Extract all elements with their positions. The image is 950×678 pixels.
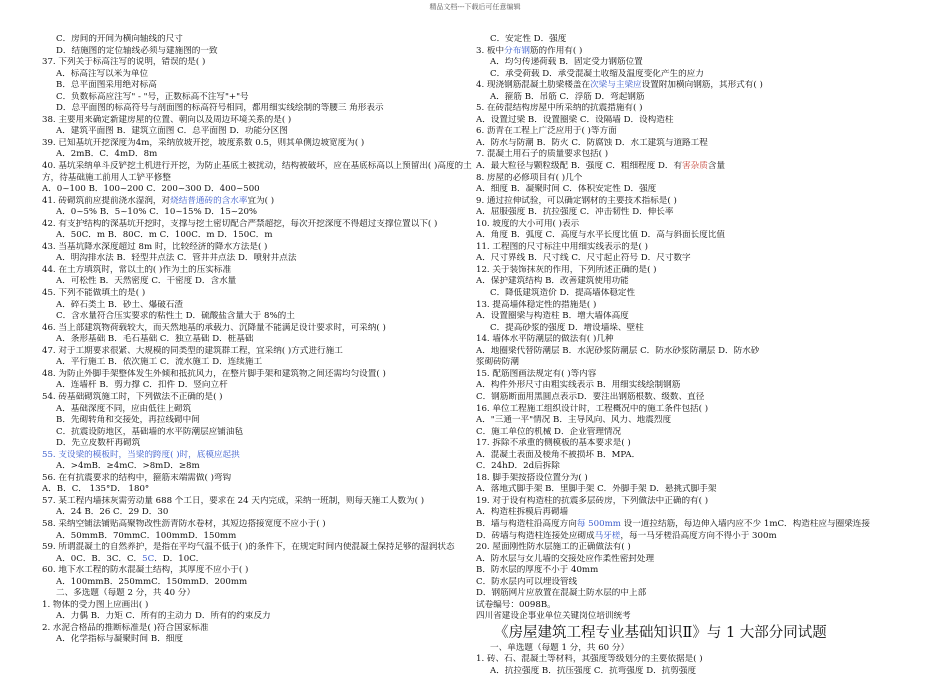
question-line: 58. 采纳空铺法铺贴高聚物改性沥青防水卷材，其短边搭接宽度不应小于( ): [42, 518, 326, 529]
question-line: 14. 墙体水平防潮层的做法有( )几种: [476, 334, 614, 345]
option-line: D．砖墙与构造柱连接处应砌成马牙槎，每一马牙槎沿高度方向不得小于 300m: [476, 530, 777, 541]
question-line: 9. 通过拉伸试验，可以确定钢材的主要技术指标是( ): [476, 195, 677, 206]
option-line: A．角度 B．弧度 C．高度与水平长度比值 D．高与斜面长度比值: [476, 230, 726, 241]
option-line: A．力偶 B．力矩 C．所有的主动力 D．所有的约束反力: [56, 611, 271, 622]
option-line: C．24hD．2d后拆除: [476, 461, 560, 472]
option-line: C．提高砂浆的强度 D．增设墙垛、壁柱: [490, 322, 644, 333]
option-line: C．钢筋断面用黑圆点表示D．要注出钢筋根数、级数、直径: [476, 391, 705, 402]
option-line: B．总平面图采用绝对标高: [56, 80, 157, 91]
section-heading: 一、单选题（每题 1 分，共 60 分）: [490, 642, 630, 653]
question-line: 41. 砖砌筑前应提前浇水湿润，对烧结普通砖的含水率宜为( ): [42, 195, 275, 206]
option-line: A．50C．m B．80C．m C．100C．m D．150C．m: [56, 230, 273, 241]
question-line: 19. 对于设有构造柱的抗震多层砖房，下列做法中正确的有( ): [476, 495, 709, 506]
question-line: 7. 混凝土用石子的质量要求包括( ): [476, 149, 609, 160]
option-line: A．标高注写以米为单位: [56, 68, 149, 79]
option-line: A．抗拉强度 B．抗压强度 C．抗弯强度 D．抗剪强度: [490, 665, 697, 676]
option-line: A．条形基础 B．毛石基础 C．独立基础 D．桩基础: [56, 334, 254, 345]
question-line: 2. 水泥合格品的推断标准是( )符合国家标准: [42, 622, 209, 633]
option-line: A．明沟排水法 B．轻型井点法 C．管井井点法 D．喷射井点法: [56, 253, 297, 264]
question-line: 45. 下列不能做填土的是( ): [42, 288, 146, 299]
question-line: 4. 现浇钢筋混凝土肋梁楼盖在次梁与主梁应设置附加横向钢筋，其形式有( ): [476, 80, 763, 91]
option-line: C．抗震设防地区，基础墙的水平防潮层应铺油毡: [56, 426, 244, 437]
option-line: A．0C．B．3C．C．5C．D．10C．: [56, 553, 205, 564]
option-line: A．连墙杆 B．剪力撑 C．扣件 D．竖向立杆: [56, 380, 228, 391]
question-line: 46. 当上部建筑物荷载较大，而天然地基的承载力、沉降量不能满足设计要求时，可采纳( ): [42, 322, 386, 333]
option-line: D．先立皮数杆再砌筑: [56, 438, 141, 449]
option-line: B．防水层的厚度不小于 40mm: [476, 565, 599, 576]
option-line: C．安定性 D．强度: [490, 34, 567, 44]
question-line: 1. 砖、石、混凝土等材料，其强度等级划分的主要依据是( ): [476, 654, 703, 665]
option-line: C．房间的开间为横向轴线的尺寸: [56, 34, 183, 44]
question-line: 56. 在有抗震要求的结构中，箍筋末端需做( )弯钩: [42, 472, 232, 483]
option-line: A．尺寸界线 B．尺寸线 C．尺寸起止符号 D．尺寸数字: [476, 253, 691, 264]
option-line: A．2mB．C．4mD．8m: [56, 149, 158, 160]
option-line: A．0~5% B．5~10% C．10~15% D．15~20%: [56, 207, 258, 218]
right-column: [476, 34, 916, 678]
question-line: 11. 工程图的尺寸标注中用细实线表示的是( ): [476, 241, 648, 252]
question-line: 10. 坡度的大小可用( )表示: [476, 218, 580, 229]
question-line: 59. 所谓混凝土的自然养护，是指在平均气温不低于( )的条件下，在规定时间内使混凝土保持足够的湿润状态: [42, 542, 455, 553]
exam-title: 《房屋建筑工程专业基础知识Ⅱ》与 1 大部分同试题: [494, 624, 827, 641]
question-line: 6. 沥青在工程上广泛应用于( )等方面: [476, 126, 617, 137]
question-line: 57. 某工程内墙抹灰需劳动量 688 个工日，要求在 24 天内完成，采纳一班制，则每天施工人数为( ): [42, 495, 425, 506]
question-line: 60. 地下水工程的防水混凝土结构，其厚度不应小于( ): [42, 565, 249, 576]
question-line: 39. 已知基坑开挖深度为4m，采纳放坡开挖，坡度系数 0.5，则其单侧边坡宽度为( ): [42, 137, 365, 148]
option-line: A．"三通一平"情况 B．主导风向、风力、地震烈度: [476, 415, 672, 426]
option-line: A．设置过梁 B．设置圈梁 C．设隔墙 D．设构造柱: [476, 114, 674, 125]
option-line: A．落地式脚手架 B．里脚手架 C．外脚手架 D．悬挑式脚手架: [476, 484, 717, 495]
question-line: 8. 房屋的必修项目有( )几个: [476, 172, 583, 183]
option-line: D．钢筋网片应放置在混凝土防水层的中上部: [476, 588, 647, 599]
question-line: 40. 基坑采纳单斗反铲挖土机进行开挖，为防止基底土被扰动，结构被破坏，应在基底标高以上预留出( )高度的土方，待基础施工前用人工铲平修整: [42, 161, 472, 183]
question-line: 13. 提高墙体稳定性的措施是( ): [476, 299, 597, 310]
option-line: A．化学指标与凝聚时间 B．细度: [56, 634, 183, 645]
question-line: 54. 砖基础砌筑施工时，下列做法不正确的是( ): [42, 391, 223, 402]
option-line: A．构造柱拆模后再砌墙: [476, 507, 569, 518]
option-line: C．防水层内可以埋设管线: [476, 576, 578, 587]
question-line: 5. 在砖混结构房屋中所采纳的抗震措施有( ): [476, 103, 643, 114]
page-header: 精品文档---下载后可任意编辑: [429, 3, 521, 11]
option-line: A．细度 B．凝聚时间 C．体积安定性 D．强度: [476, 184, 657, 195]
option-line: A．均匀传递荷载 B．固定受力钢筋位置: [490, 57, 643, 68]
question-line: 42. 有支护结构的深基坑开挖时，支撑与挖土密切配合严禁超挖，每次开挖深度不得超过支撑位置以下( ): [42, 218, 438, 229]
option-line: A．50mmB．70mmC．100mmD．150mm: [56, 530, 237, 541]
left-column: [42, 34, 474, 646]
question-line: 3. 板中分布钢筋的作用有( ): [476, 45, 583, 56]
option-line: C．施工单位的机械 D．企业管理情况: [476, 426, 622, 437]
question-line: 43. 当基坑降水深度超过 8m 时，比较经济的降水方法是( ): [42, 241, 268, 252]
question-line: 1. 物体的受力图上应画出( ): [42, 599, 149, 610]
option-line: A．设置圈梁与构造柱 B．增大墙体高度: [476, 311, 629, 322]
question-line: 二、多选题（每题 2 分，共 40 分）: [56, 588, 196, 599]
question-line: 48. 为防止外脚手架整体发生外倾和抵抗风力，在整片脚手架和建筑物之间还需均匀设置( ): [42, 368, 386, 379]
option-line: A．0~100 B．100~200 C．200~300 D．400~500: [42, 184, 260, 195]
option-line: A．>4mB．≥4mC．>8mD．≥8m: [56, 461, 200, 472]
question-line: 试卷编号：0098B。: [476, 599, 556, 610]
option-line: A．保护建筑结构 B．改善建筑使用功能: [476, 276, 629, 287]
question-line: 37. 下列关于标高注写的说明，错误的是( ): [42, 57, 206, 68]
option-line: A．平行施工 B．依次施工 C．流水施工 D．连续施工: [56, 357, 263, 368]
option-line: A．基础深度不同，应由低往上砌筑: [56, 403, 192, 414]
question-line: 浆砌砖防潮: [476, 357, 519, 368]
option-line: A．碎石类土 B．砂土、爆破石渣: [56, 299, 183, 310]
option-line: A．构件外形尺寸由粗实线表示 B．用细实线绘制钢筋: [476, 380, 681, 391]
option-line: C．负数标高应注写" - "号，正数标高不注写"+"号: [56, 91, 249, 102]
question-line: 16. 单位工程施工组织设计时，工程概况中的施工条件包括( ): [476, 403, 709, 414]
right-question-list: [476, 34, 916, 623]
option-line: A．防水层与女儿墙的交接处应作柔性密封处理: [476, 553, 655, 564]
option-line: A．屈服强度 B．抗拉强度 C．冲击韧性 D．伸长率: [476, 207, 674, 218]
option-line: A．可松性 B．天然密度 C．干密度 D．含水量: [56, 276, 237, 287]
option-line: A．100mmB．250mmC．150mmD．200mm: [56, 576, 248, 587]
question-line: 15. 配筋图画法规定有( )等内容: [476, 368, 597, 379]
option-line: B．墙与构造柱沿高度方向每 500mm 设一道拉结筋，每边伸入墙内应不少 1mC．构造柱应与圈梁连接: [476, 518, 870, 529]
question-line: 四川省建设企事业单位关键岗位培训统考: [476, 611, 631, 622]
option-line: A．地圈梁代替防潮层 B．水泥砂浆防潮层 C．防水砂浆防潮层 D．防水砂: [476, 345, 760, 356]
option-line: D．结施图的定位轴线必须与建施图的一致: [56, 45, 218, 56]
question-line: 44. 在土方填筑时，常以土的( )作为土的压实标准: [42, 264, 232, 275]
option-line: A．24 B．26 C．29 D．30: [56, 507, 169, 518]
option-line: A．建筑平面图 B．建筑立面图 C．总平面图 D．功能分区图: [56, 126, 288, 137]
question-line: 38. 主要用来确定新建房屋的位置、朝向以及周边环境关系的是( ): [42, 114, 292, 125]
option-line: A．B．C． 135°D． 180°: [42, 484, 150, 495]
question-line: 12. 关于装饰抹灰的作用，下列所述正确的是( ): [476, 264, 657, 275]
question-line: 55. 支设梁的模板时，当梁的跨度( )时，底模应起拱: [42, 449, 240, 460]
option-line: D．总平面图的标高符号与剖面图的标高符号相同，都用细实线绘制的等腰三 角形表示: [56, 103, 384, 114]
question-line: 20. 屋面刚性防水层施工的正确做法有( ): [476, 542, 631, 553]
question-line: 47. 对于工期要求很紧、大规模的同类型的建筑群工程，宜采纳( )方式进行施工: [42, 345, 343, 356]
option-line: B．先砌转角和交接处，再拉线砌中间: [56, 415, 200, 426]
option-line: A．防水与防潮 B．防火 C．防腐蚀 D．水工建筑与道路工程: [476, 137, 708, 148]
option-line: C．含水量符合压实要求的粘性土 D．硫酸盐含量大于 8%的土: [56, 311, 295, 322]
option-line: C．降低建筑造价 D．提高墙体稳定性: [490, 288, 636, 299]
option-line: C．承受荷载 D．承受混凝土收缩及温度变化产生的应力: [490, 68, 704, 79]
option-line: A．混凝土表面及棱角不被损坏 B．MPA．: [476, 449, 641, 460]
option-line: A．箍筋 B．吊筋 C．浮筋 D．弯起钢筋: [490, 91, 645, 102]
question-line: 18. 脚手架按搭设位置分为( ): [476, 472, 588, 483]
question-line: 17. 拆除不承重的侧模板的基本要求是( ): [476, 438, 631, 449]
option-line: A．最大粒径与颗粒级配 B．强度 C．粗细程度 D．有害杂质含量: [476, 161, 726, 172]
